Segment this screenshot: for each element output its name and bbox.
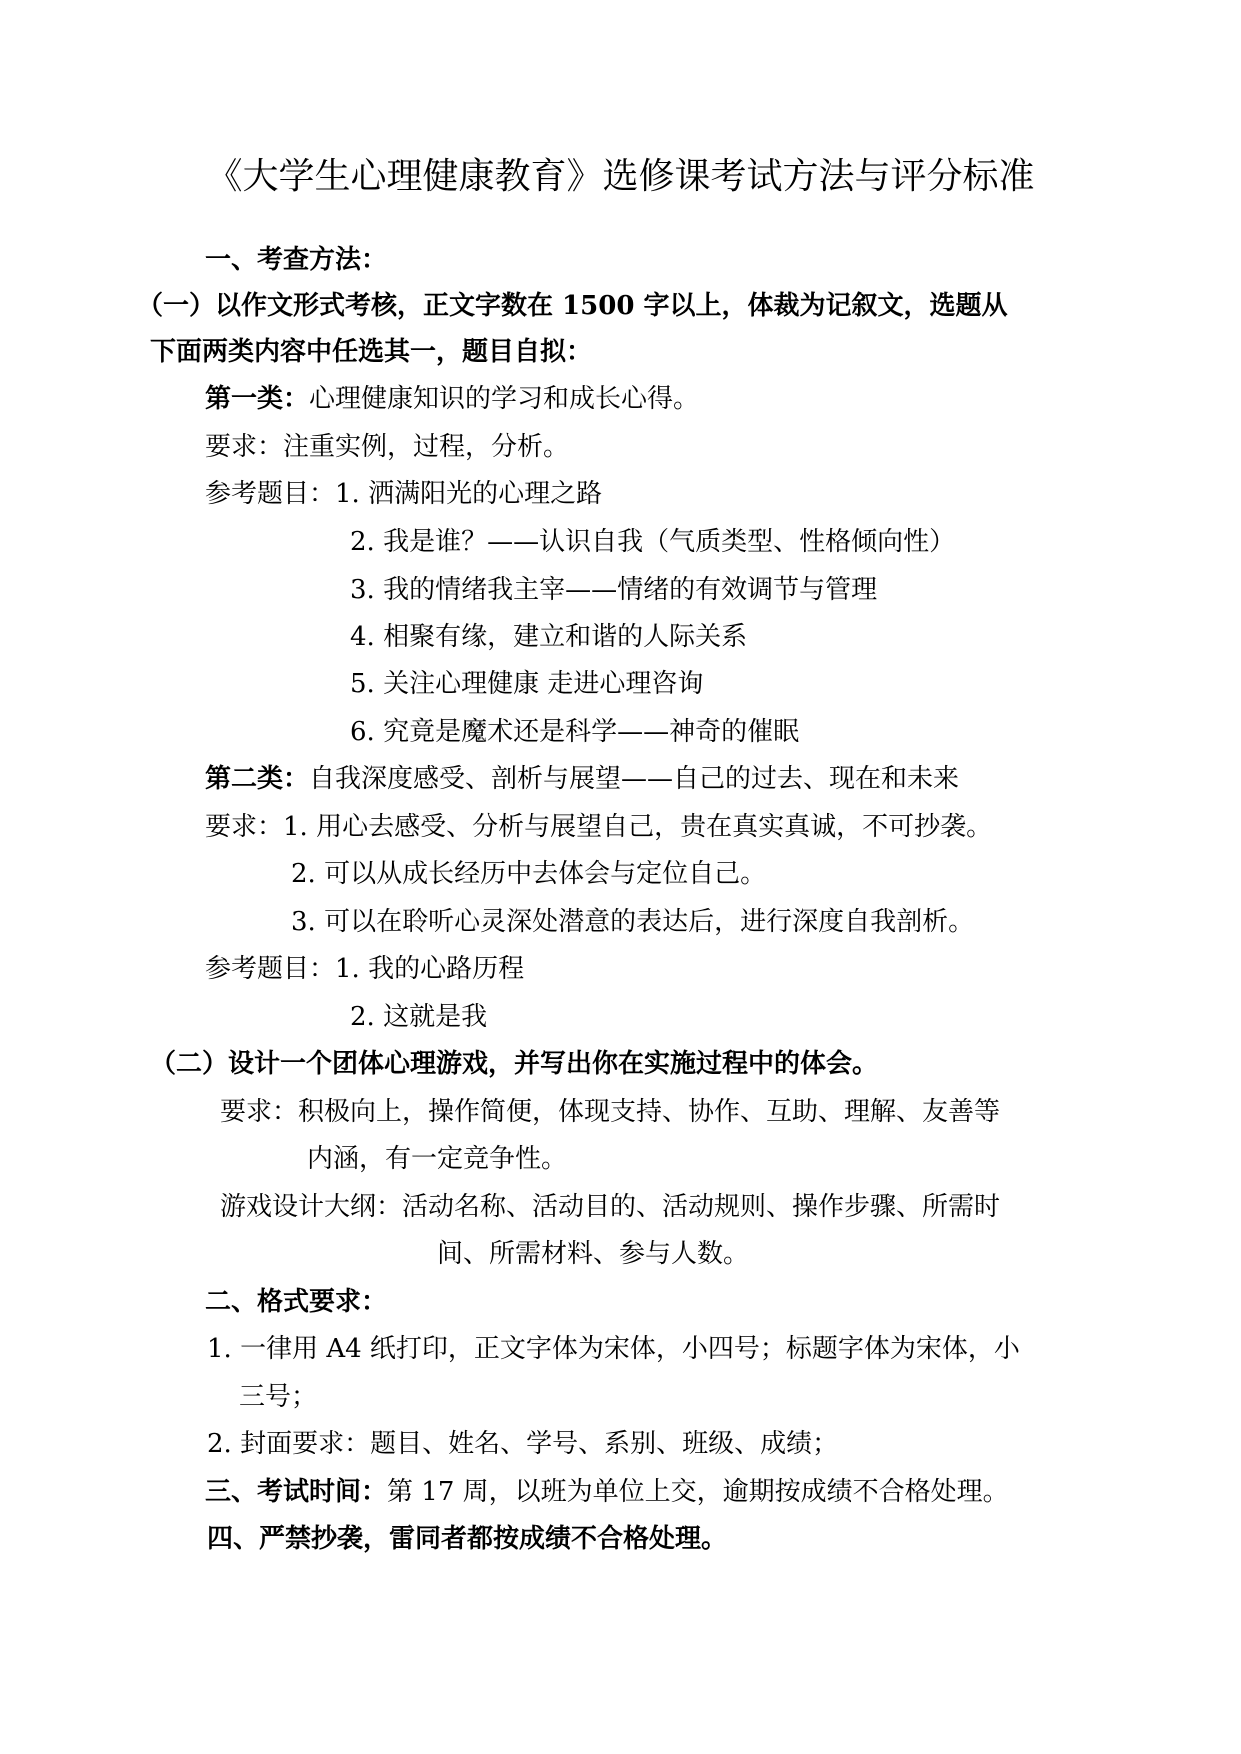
part1-line1: （一）以作文形式考核，正文字数在 1500 字以上，体裁为记叙文，选题从 — [137, 291, 1008, 321]
category2-topic: 1. 我的心路历程 — [335, 954, 525, 984]
category1-topic: 3. 我的情绪我主宰——情绪的有效调节与管理 — [350, 575, 878, 605]
part2-requirement-line1: 要求：积极向上，操作简便，体现支持、协作、互助、理解、友善等 — [220, 1097, 1001, 1127]
category1-topic: 1. 洒满阳光的心理之路 — [335, 479, 603, 509]
section1-heading: 一、考查方法： — [205, 245, 388, 275]
section2-item1-line1: 1. 一律用 A4 纸打印，正文字体为宋体，小四号；标题字体为宋体，小 — [207, 1334, 1020, 1364]
category2-line — [205, 762, 959, 796]
category1-line — [205, 382, 699, 416]
category2-requirement: 3. 可以在聆听心灵深处潜意的表达后，进行深度自我剖析。 — [291, 907, 975, 937]
category2-topics-label: 参考题目： — [205, 954, 336, 984]
section2-heading: 二、格式要求： — [205, 1287, 388, 1317]
category2-topic: 2. 这就是我 — [350, 1002, 488, 1032]
part2-heading: （二）设计一个团体心理游戏，并写出你在实施过程中的体会。 — [150, 1049, 879, 1079]
category2-requirement-label: 要求： — [205, 812, 284, 842]
category1-topic: 5. 关注心理健康 走进心理咨询 — [350, 669, 704, 699]
part2-requirement-line2: 内涵，有一定竞争性。 — [307, 1144, 568, 1174]
category1-topics-label: 参考题目： — [205, 479, 336, 509]
section3-line — [205, 1475, 1009, 1509]
category1-requirement: 要求：注重实例，过程，分析。 — [205, 432, 570, 462]
category1-label: 第一类： — [205, 384, 310, 414]
category1-text: 心理健康知识的学习和成长心得。 — [309, 384, 700, 414]
part2-outline-line1: 游戏设计大纲：活动名称、活动目的、活动规则、操作步骤、所需时 — [220, 1192, 1001, 1222]
section2-item2: 2. 封面要求：题目、姓名、学号、系别、班级、成绩； — [207, 1429, 839, 1459]
category1-topics-row — [205, 477, 602, 511]
category2-requirement: 1. 用心去感受、分析与展望自己，贵在真实真诚，不可抄袭。 — [283, 812, 993, 842]
document-title: 《大学生心理健康教育》选修课考试方法与评分标准 — [206, 156, 1035, 197]
section3-label: 三、考试时间： — [205, 1477, 388, 1507]
section3-text: 第 17 周，以班为单位上交，逾期按成绩不合格处理。 — [387, 1477, 1009, 1507]
category2-requirement-row — [205, 810, 992, 844]
category1-topic: 2. 我是谁？——认识自我（气质类型、性格倾向性） — [350, 527, 956, 557]
category2-topics-row — [205, 952, 524, 986]
category2-text: 自我深度感受、剖析与展望——自己的过去、现在和未来 — [309, 764, 960, 794]
category2-label: 第二类： — [205, 764, 310, 794]
part1-line2: 下面两类内容中任选其一，题目自拟： — [150, 337, 593, 367]
part2-outline-line2: 间、所需材料、参与人数。 — [437, 1239, 750, 1269]
section4-text: 四、严禁抄袭，雷同者都按成绩不合格处理。 — [207, 1524, 728, 1554]
category1-topic: 4. 相聚有缘，建立和谐的人际关系 — [350, 622, 748, 652]
section2-item1-line2: 三号； — [239, 1382, 318, 1412]
category2-requirement: 2. 可以从成长经历中去体会与定位自己。 — [291, 859, 767, 889]
category1-topic: 6. 究竟是魔术还是科学——神奇的催眠 — [350, 717, 800, 747]
